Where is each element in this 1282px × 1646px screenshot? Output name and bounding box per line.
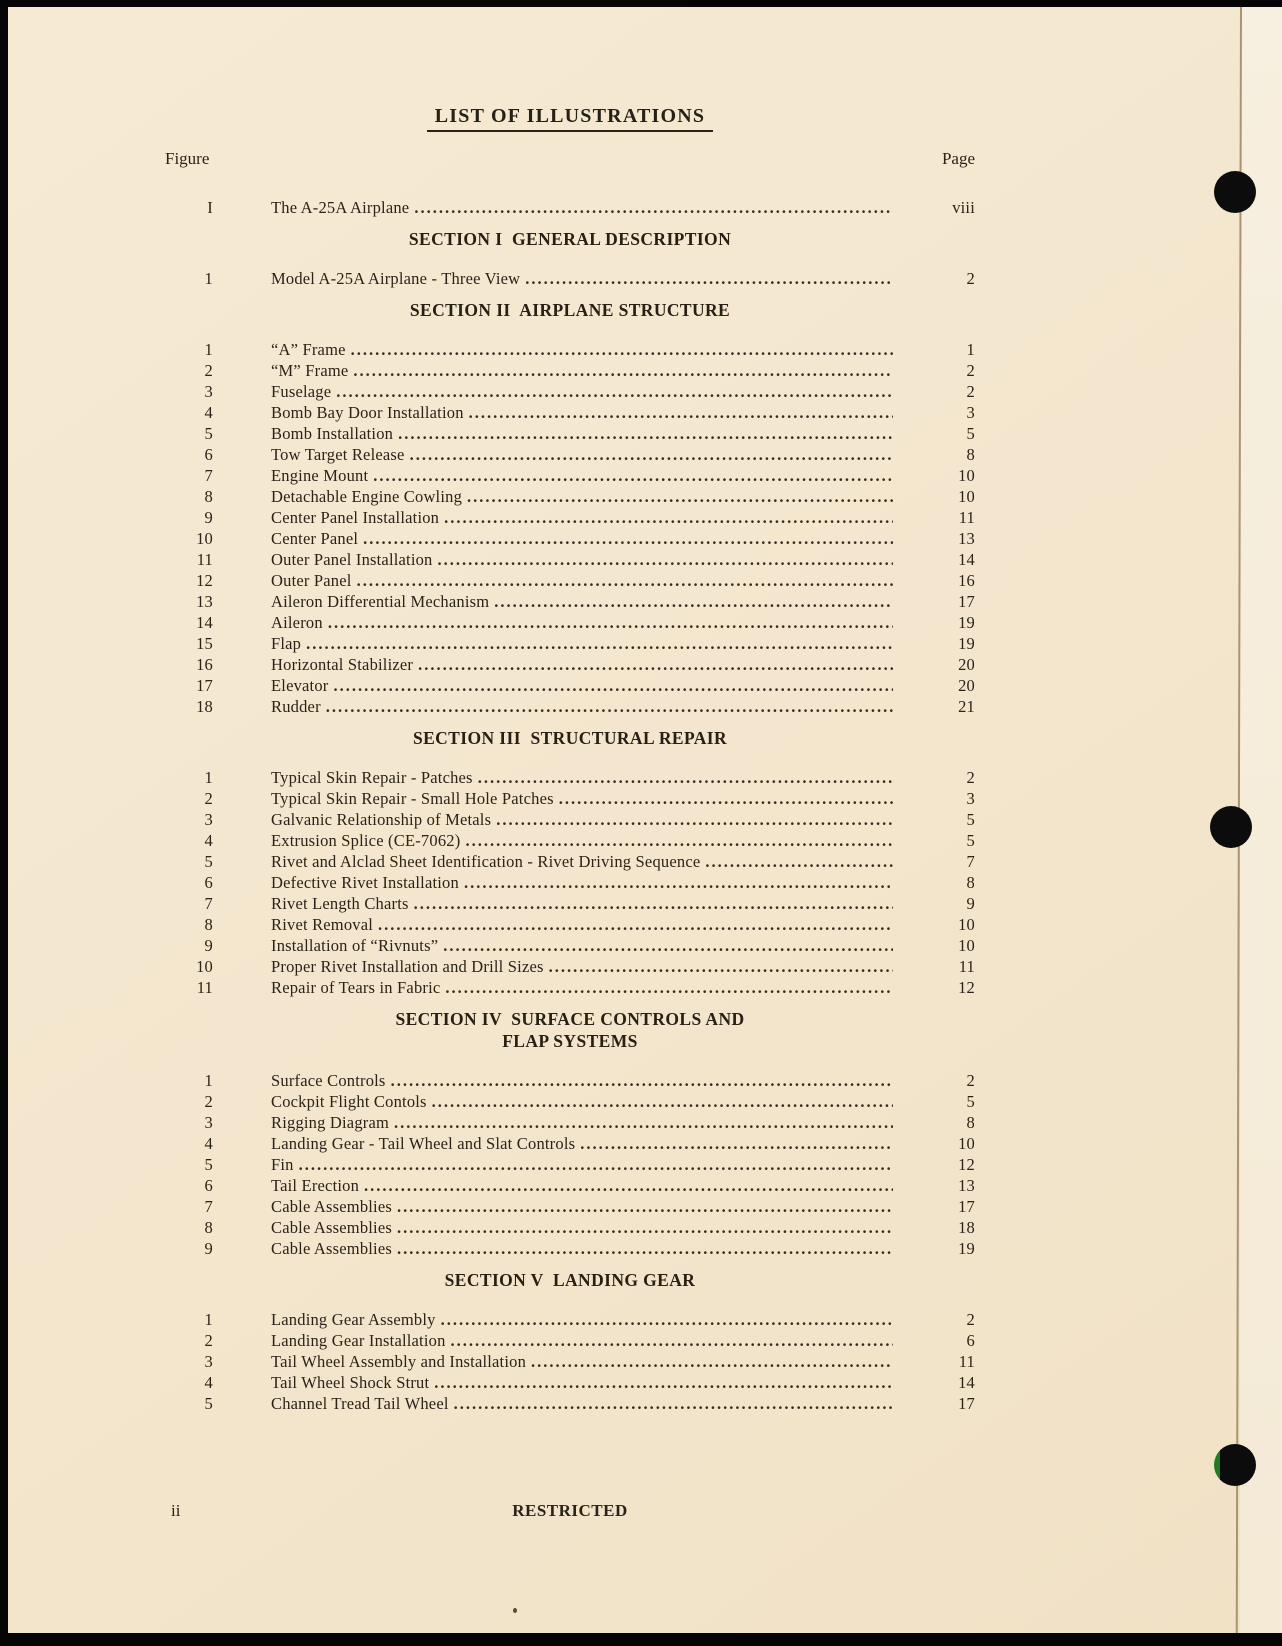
toc-entry-row <box>165 675 975 696</box>
page-footer <box>165 1500 975 1522</box>
figure-number: 6 <box>204 873 213 892</box>
entry-main <box>271 423 933 444</box>
page-number: 1 <box>966 340 975 359</box>
entry-main <box>271 893 933 914</box>
leader-dots <box>398 423 893 444</box>
figure-title: Flap <box>271 634 302 653</box>
section-heading <box>165 727 975 749</box>
page-content <box>165 7 975 1522</box>
page-number: 19 <box>958 634 975 653</box>
entry-main <box>271 1351 933 1372</box>
leader-dots <box>445 977 893 998</box>
page-number: 10 <box>958 1134 975 1153</box>
page-number: 14 <box>958 1373 975 1392</box>
figure-number: 8 <box>204 487 213 506</box>
leader-dots <box>434 1372 893 1393</box>
page-number: 3 <box>966 789 975 808</box>
figure-number: 1 <box>204 1310 213 1329</box>
figure-title: Cockpit Flight Contols <box>271 1092 427 1111</box>
leader-dots <box>494 591 893 612</box>
page-number: 19 <box>958 613 975 632</box>
figure-number: 5 <box>204 1155 213 1174</box>
page-title: LIST OF ILLUSTRATIONS <box>427 105 713 132</box>
leader-dots <box>357 570 893 591</box>
figure-number: 8 <box>204 915 213 934</box>
entry-main <box>271 360 933 381</box>
toc-entry-row <box>165 914 975 935</box>
entry-main <box>271 788 933 809</box>
leader-dots <box>444 507 893 528</box>
section-heading-line: FLAP SYSTEMS <box>502 1031 638 1051</box>
leader-dots <box>299 1154 893 1175</box>
toc-entry-row <box>165 486 975 507</box>
figure-number: 3 <box>204 810 213 829</box>
leader-dots <box>363 528 893 549</box>
entry-main <box>271 830 933 851</box>
entry-main <box>271 268 933 289</box>
toc-entry-row <box>165 528 975 549</box>
figure-number: 2 <box>204 789 213 808</box>
toc-entry-row <box>165 1238 975 1259</box>
toc-entry-row <box>165 360 975 381</box>
section-heading <box>165 299 975 321</box>
entry-main <box>271 633 933 654</box>
toc-entry-row <box>165 1154 975 1175</box>
leader-dots <box>334 675 894 696</box>
toc-entry-row <box>165 1133 975 1154</box>
page-number: 5 <box>966 424 975 443</box>
toc-entry-row <box>165 1351 975 1372</box>
leader-dots <box>478 767 893 788</box>
toc-entry-row <box>165 851 975 872</box>
entry-main <box>271 1309 933 1330</box>
entry-main <box>271 507 933 528</box>
entry-main <box>271 612 933 633</box>
footer-classification: RESTRICTED <box>512 1501 628 1520</box>
figure-title: Tail Erection <box>271 1176 360 1195</box>
page-number: 9 <box>966 894 975 913</box>
figure-number: 2 <box>204 361 213 380</box>
toc-entry-row <box>165 268 975 289</box>
paper-page <box>8 7 1282 1633</box>
entry-main <box>271 1154 933 1175</box>
leader-dots <box>418 654 893 675</box>
leader-dots <box>328 612 893 633</box>
figure-title: Outer Panel Installation <box>271 550 433 569</box>
entry-main <box>271 1070 933 1091</box>
section-heading-line: SECTION I GENERAL DESCRIPTION <box>408 229 732 249</box>
page-number: 7 <box>966 852 975 871</box>
toc-entry-row <box>165 549 975 570</box>
leader-dots <box>549 956 893 977</box>
punch-hole-icon <box>1214 171 1256 213</box>
section-heading <box>165 228 975 250</box>
toc-entry-row <box>165 696 975 717</box>
leader-dots <box>705 851 893 872</box>
entry-main <box>271 1393 933 1414</box>
figure-title: Fin <box>271 1155 294 1174</box>
figure-number: 9 <box>204 1239 213 1258</box>
page-number: 3 <box>966 403 975 422</box>
entry-main <box>271 197 933 218</box>
figure-title: Tail Wheel Assembly and Installation <box>271 1352 527 1371</box>
page-number: 17 <box>958 592 975 611</box>
toc-entry-row <box>165 1330 975 1351</box>
entry-main <box>271 675 933 696</box>
figure-title: Rivet Length Charts <box>271 894 409 913</box>
entry-main <box>271 1133 933 1154</box>
footer-page-number: ii <box>171 1501 181 1520</box>
toc-entry-row <box>165 381 975 402</box>
toc-entry-row <box>165 830 975 851</box>
figure-number: 18 <box>196 697 213 716</box>
entry-main <box>271 956 933 977</box>
toc-entry-row <box>165 570 975 591</box>
figure-number: 11 <box>196 550 213 569</box>
page-number: 10 <box>958 936 975 955</box>
entry-main <box>271 528 933 549</box>
figure-number: 6 <box>204 445 213 464</box>
entry-main <box>271 809 933 830</box>
page-number: 21 <box>958 697 975 716</box>
leader-dots <box>391 1070 893 1091</box>
figure-number: 9 <box>204 936 213 955</box>
leader-dots <box>441 1309 893 1330</box>
leader-dots <box>531 1351 893 1372</box>
figure-title: Aileron Differential Mechanism <box>271 592 490 611</box>
figure-title: The A-25A Airplane <box>271 198 410 217</box>
section-heading-line: SECTION III STRUCTURAL REPAIR <box>412 728 728 748</box>
page-number: 8 <box>966 445 975 464</box>
figure-title: Engine Mount <box>271 466 369 485</box>
page-number: 17 <box>958 1394 975 1413</box>
entry-main <box>271 1091 933 1112</box>
page-number: 8 <box>966 873 975 892</box>
page-number: 11 <box>958 508 975 527</box>
page-number: 17 <box>958 1197 975 1216</box>
page-number: 18 <box>958 1218 975 1237</box>
page-number: 20 <box>958 655 975 674</box>
figure-title: Tail Wheel Shock Strut <box>271 1373 430 1392</box>
leader-dots <box>414 197 893 218</box>
figure-number: 4 <box>204 831 213 850</box>
page-number: 13 <box>958 1176 975 1195</box>
figure-number: 17 <box>196 676 213 695</box>
figure-number: 5 <box>204 1394 213 1413</box>
toc-entry-row <box>165 977 975 998</box>
figure-number: 1 <box>204 768 213 787</box>
leader-dots <box>432 1091 893 1112</box>
punch-hole-icon <box>1214 1444 1256 1486</box>
toc-entry-row <box>165 1217 975 1238</box>
leader-dots <box>306 633 893 654</box>
entry-main <box>271 1112 933 1133</box>
entry-main <box>271 444 933 465</box>
page-number: 10 <box>958 466 975 485</box>
entry-main <box>271 339 933 360</box>
figure-number: 3 <box>204 382 213 401</box>
section-heading-line: SECTION II AIRPLANE STRUCTURE <box>409 300 731 320</box>
toc-entry-row <box>165 444 975 465</box>
toc-entry-row <box>165 465 975 486</box>
figure-number: 5 <box>204 424 213 443</box>
page-number: 2 <box>966 1310 975 1329</box>
entry-main <box>271 402 933 423</box>
entry-main <box>271 851 933 872</box>
page-number: 2 <box>966 382 975 401</box>
page-column-label: Page <box>941 149 975 168</box>
page-number: 11 <box>958 957 975 976</box>
figure-number: 7 <box>204 1197 213 1216</box>
leader-dots <box>559 788 893 809</box>
figure-title: Cable Assemblies <box>271 1197 392 1216</box>
figure-title: Rudder <box>271 697 321 716</box>
figure-title: Surface Controls <box>271 1071 386 1090</box>
entry-main <box>271 872 933 893</box>
figure-number: 12 <box>196 571 213 590</box>
figure-number: 15 <box>196 634 213 653</box>
section-heading <box>165 1269 975 1291</box>
figure-number: 6 <box>204 1176 213 1195</box>
section-heading-line: SECTION V LANDING GEAR <box>444 1270 696 1290</box>
toc-entry-row <box>165 1372 975 1393</box>
leader-dots <box>454 1393 893 1414</box>
leader-dots <box>351 339 893 360</box>
entry-main <box>271 1196 933 1217</box>
toc-entry-row <box>165 1112 975 1133</box>
figure-number: I <box>207 198 213 217</box>
figure-title: “M” Frame <box>271 361 349 380</box>
figure-number: 5 <box>204 852 213 871</box>
toc-entry-row <box>165 809 975 830</box>
figure-title: Model A-25A Airplane - Three View <box>271 269 521 288</box>
figure-number: 2 <box>204 1092 213 1111</box>
entry-main <box>271 1330 933 1351</box>
leader-dots <box>438 549 893 570</box>
entry-main <box>271 914 933 935</box>
figure-number: 14 <box>196 613 213 632</box>
toc-entry-row <box>165 633 975 654</box>
leader-dots <box>410 444 893 465</box>
figure-number: 7 <box>204 466 213 485</box>
column-labels <box>165 148 975 169</box>
page-number: 5 <box>966 1092 975 1111</box>
figure-number: 13 <box>196 592 213 611</box>
entry-main <box>271 1238 933 1259</box>
figure-number: 3 <box>204 1352 213 1371</box>
figure-title: Defective Rivet Installation <box>271 873 459 892</box>
figure-title: Bomb Bay Door Installation <box>271 403 464 422</box>
page-number: 10 <box>958 487 975 506</box>
page-number: 2 <box>966 269 975 288</box>
figure-number: 9 <box>204 508 213 527</box>
toc-entry-row <box>165 339 975 360</box>
toc-entry-row <box>165 956 975 977</box>
toc-entry-row <box>165 1091 975 1112</box>
figure-title: Galvanic Relationship of Metals <box>271 810 492 829</box>
leader-dots <box>465 830 893 851</box>
figure-title: Aileron <box>271 613 323 632</box>
figure-title: Tow Target Release <box>271 445 405 464</box>
figure-number: 8 <box>204 1218 213 1237</box>
figure-title: Typical Skin Repair - Small Hole Patches <box>271 789 554 808</box>
leader-dots <box>525 268 893 289</box>
figure-title: Landing Gear Assembly <box>271 1310 436 1329</box>
figure-number: 1 <box>204 1071 213 1090</box>
figure-number: 1 <box>204 269 213 288</box>
leader-dots <box>443 935 893 956</box>
list-of-illustrations <box>165 197 975 1414</box>
page-number: 5 <box>966 810 975 829</box>
toc-entry-row <box>165 402 975 423</box>
leader-dots <box>378 914 893 935</box>
toc-entry-row <box>165 767 975 788</box>
figure-number: 4 <box>204 403 213 422</box>
figure-title: Repair of Tears in Fabric <box>271 978 441 997</box>
punch-hole-icon <box>1210 806 1252 848</box>
figure-column-label: Figure <box>165 149 210 168</box>
figure-title: Landing Gear Installation <box>271 1331 446 1350</box>
leader-dots <box>373 465 893 486</box>
toc-entry-row <box>165 1175 975 1196</box>
figure-title: Proper Rivet Installation and Drill Sizes <box>271 957 544 976</box>
leader-dots <box>467 486 893 507</box>
page-number: viii <box>952 198 975 217</box>
page-number: 2 <box>966 768 975 787</box>
entry-main <box>271 767 933 788</box>
page-number: 12 <box>958 978 975 997</box>
leader-dots <box>464 872 893 893</box>
toc-entry-row <box>165 591 975 612</box>
figure-title: Bomb Installation <box>271 424 394 443</box>
figure-title: Typical Skin Repair - Patches <box>271 768 473 787</box>
figure-title: Detachable Engine Cowling <box>271 487 463 506</box>
leader-dots <box>397 1196 893 1217</box>
figure-title: Cable Assemblies <box>271 1239 392 1258</box>
toc-entry-row <box>165 423 975 444</box>
leader-dots <box>397 1238 893 1259</box>
toc-entry-row <box>165 507 975 528</box>
figure-title: Fuselage <box>271 382 332 401</box>
leader-dots <box>364 1175 893 1196</box>
figure-title: Installation of “Rivnuts” <box>271 936 439 955</box>
page-number: 13 <box>958 529 975 548</box>
entry-main <box>271 591 933 612</box>
figure-title: “A” Frame <box>271 340 346 359</box>
page-number: 8 <box>966 1113 975 1132</box>
scan-speck <box>513 1608 517 1613</box>
section-heading <box>165 1008 975 1052</box>
page-number: 12 <box>958 1155 975 1174</box>
page-number: 16 <box>958 571 975 590</box>
page-number: 2 <box>966 361 975 380</box>
toc-entry-row <box>165 788 975 809</box>
entry-main <box>271 696 933 717</box>
toc-entry-row <box>165 1393 975 1414</box>
toc-entry-row <box>165 1196 975 1217</box>
page-number: 14 <box>958 550 975 569</box>
toc-entry-row <box>165 654 975 675</box>
figure-number: 10 <box>196 529 213 548</box>
figure-title: Elevator <box>271 676 329 695</box>
toc-entry-row <box>165 1070 975 1091</box>
leader-dots <box>414 893 893 914</box>
figure-title: Rigging Diagram <box>271 1113 390 1132</box>
page-number: 6 <box>966 1331 975 1350</box>
page-number: 5 <box>966 831 975 850</box>
figure-title: Center Panel <box>271 529 359 548</box>
figure-number: 3 <box>204 1113 213 1132</box>
figure-title: Rivet and Alclad Sheet Identification - Rivet Driving Sequence <box>271 852 701 871</box>
entry-main <box>271 935 933 956</box>
figure-title: Center Panel Installation <box>271 508 440 527</box>
toc-entry-row <box>165 935 975 956</box>
page-number: 11 <box>958 1352 975 1371</box>
entry-main <box>271 486 933 507</box>
figure-number: 7 <box>204 894 213 913</box>
leader-dots <box>469 402 893 423</box>
figure-title: Extrusion Splice (CE-7062) <box>271 831 461 850</box>
figure-number: 4 <box>204 1373 213 1392</box>
leader-dots <box>336 381 893 402</box>
figure-number: 2 <box>204 1331 213 1350</box>
entry-main <box>271 570 933 591</box>
leader-dots <box>326 696 893 717</box>
figure-title: Landing Gear - Tail Wheel and Slat Controls <box>271 1134 576 1153</box>
figure-number: 11 <box>196 978 213 997</box>
figure-number: 1 <box>204 340 213 359</box>
entry-main <box>271 381 933 402</box>
entry-main <box>271 1175 933 1196</box>
figure-title: Horizontal Stabilizer <box>271 655 414 674</box>
page-number: 2 <box>966 1071 975 1090</box>
leader-dots <box>496 809 893 830</box>
toc-entry-row <box>165 612 975 633</box>
page-number: 20 <box>958 676 975 695</box>
entry-main <box>271 465 933 486</box>
figure-number: 4 <box>204 1134 213 1153</box>
toc-entry-row <box>165 197 975 218</box>
toc-entry-row <box>165 893 975 914</box>
figure-title: Cable Assemblies <box>271 1218 392 1237</box>
figure-title: Outer Panel <box>271 571 352 590</box>
entry-main <box>271 1372 933 1393</box>
entry-main <box>271 1217 933 1238</box>
leader-dots <box>397 1217 893 1238</box>
leader-dots <box>394 1112 893 1133</box>
figure-number: 10 <box>196 957 213 976</box>
section-heading-line: SECTION IV SURFACE CONTROLS AND <box>395 1009 745 1029</box>
figure-title: Channel Tread Tail Wheel <box>271 1394 449 1413</box>
entry-main <box>271 549 933 570</box>
figure-number: 16 <box>196 655 213 674</box>
leader-dots <box>580 1133 893 1154</box>
entry-main <box>271 654 933 675</box>
figure-title: Rivet Removal <box>271 915 374 934</box>
toc-entry-row <box>165 872 975 893</box>
entry-main <box>271 977 933 998</box>
page-number: 10 <box>958 915 975 934</box>
page-number: 19 <box>958 1239 975 1258</box>
toc-entry-row <box>165 1309 975 1330</box>
leader-dots <box>451 1330 893 1351</box>
leader-dots <box>353 360 893 381</box>
